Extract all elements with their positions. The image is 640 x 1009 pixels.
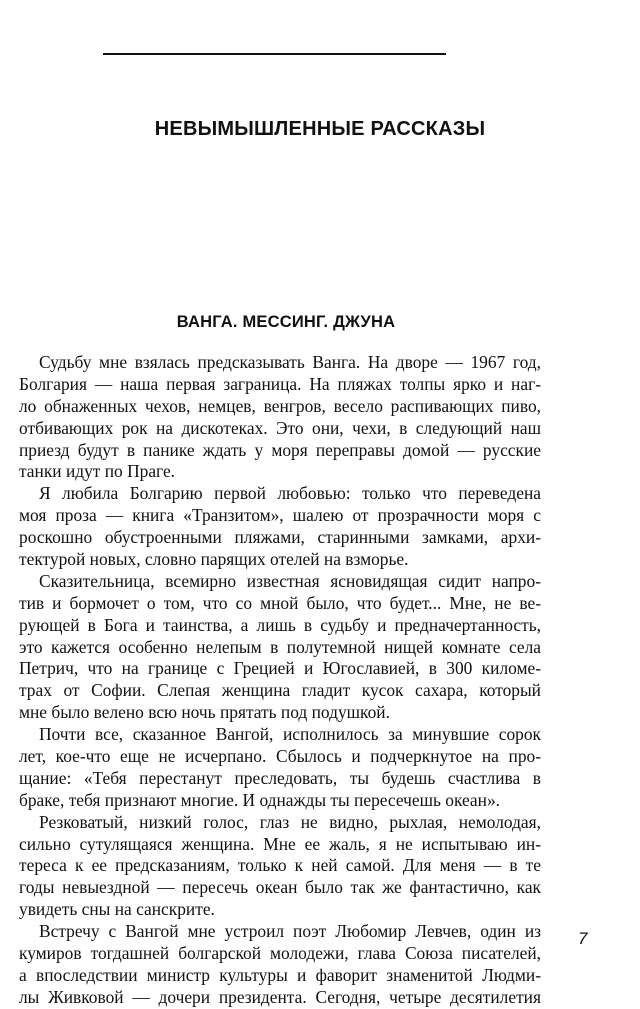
text-line: тив и бормочет о том, что со мной было, что будет... Мне, не ве- [19, 592, 541, 613]
text-line: а впоследствии министр культуры и фаворит знаменитой Людми- [19, 964, 541, 985]
text-line: сильно сутулящаяся женщина. Мне ее жаль, я не испытываю ин- [19, 833, 541, 854]
text-line: увидеть сны на санскрите. [19, 899, 215, 920]
body-text [19, 352, 541, 1009]
text-line: Я любила Болгарию первой любовью: только что переведена [39, 483, 541, 504]
text-line: роскошно обустроенными пляжами, старинными замками, архи- [19, 527, 541, 548]
text-line: Резковатый, низкий голос, глаз не видно, рыхлая, немолодая, [39, 811, 541, 832]
chapter-title: ВАНГА. МЕССИНГ. ДЖУНА [176, 313, 396, 331]
text-line: рующей в Бога и таинства, а лишь в судьбу и предначертанность, [19, 614, 541, 635]
part-title: НЕВЫМЫШЛЕННЫЕ РАССКАЗЫ [154, 118, 486, 140]
text-line: Петрич, что на границе с Грецией и Югославией, в 300 киломе- [19, 658, 541, 679]
text-line: браке, тебя признают многие. И однажды ты пересечешь океан». [19, 789, 500, 810]
text-line: танки идут по Праге. [19, 461, 176, 482]
text-line: Почти все, сказанное Вангой, исполнилось за минувшие сорок [39, 724, 541, 745]
text-line: тереса к ее предсказаниям, только к ней самой. Для меня — в те [19, 855, 541, 876]
text-line: тектурой новых, словно парящих отелей на взморье. [19, 549, 409, 570]
text-line: трах от Софии. Слепая женщина гладит кусок сахара, который [19, 680, 541, 701]
text-line: Болгария — наша первая заграница. На пляжах толпы ярко и наг- [19, 373, 541, 394]
text-line: кумиров тогдашней болгарской молодежи, глава Союза писателей, [19, 943, 541, 964]
text-line: годы невыездной — пересечь океан было так же фантастично, как [19, 877, 541, 898]
text-line: моя проза — книга «Транзитом», шалею от прозрачности моря с [19, 505, 541, 526]
text-line: Сказительница, всемирно известная ясновидящая сидит напро- [39, 570, 541, 591]
page-number: 7 [578, 929, 588, 948]
text-line: лет, кое-что еще не исчерпано. Сбылось и подчеркнутое на про- [19, 746, 541, 767]
text-line: отбивающих рок на дискотеках. Это они, чехи, в следующий наш [19, 417, 541, 438]
text-line: Судьбу мне взялась предсказывать Ванга. На дворе — 1967 год, [39, 352, 541, 372]
top-rule [103, 53, 446, 55]
text-line: Встречу с Вангой мне устроил поэт Любомир Левчев, один из [39, 921, 541, 942]
text-line: ло обнаженных чехов, немцев, венгров, весело распивающих пиво, [19, 395, 541, 416]
text-line: щание: «Тебя перестанут преследовать, ты будешь счастлива в [19, 767, 541, 788]
text-line: мне было велено всю ночь прятать под подушкой. [19, 702, 390, 723]
text-line: лы Живковой — дочери президента. Сегодня, четыре десятилетия [19, 986, 541, 1007]
text-line: это кажется особенно нелепым в полутемной нищей комнате села [19, 636, 541, 657]
text-line: приезд будут в панике ждать у моря переправы домой — русские [19, 439, 541, 460]
